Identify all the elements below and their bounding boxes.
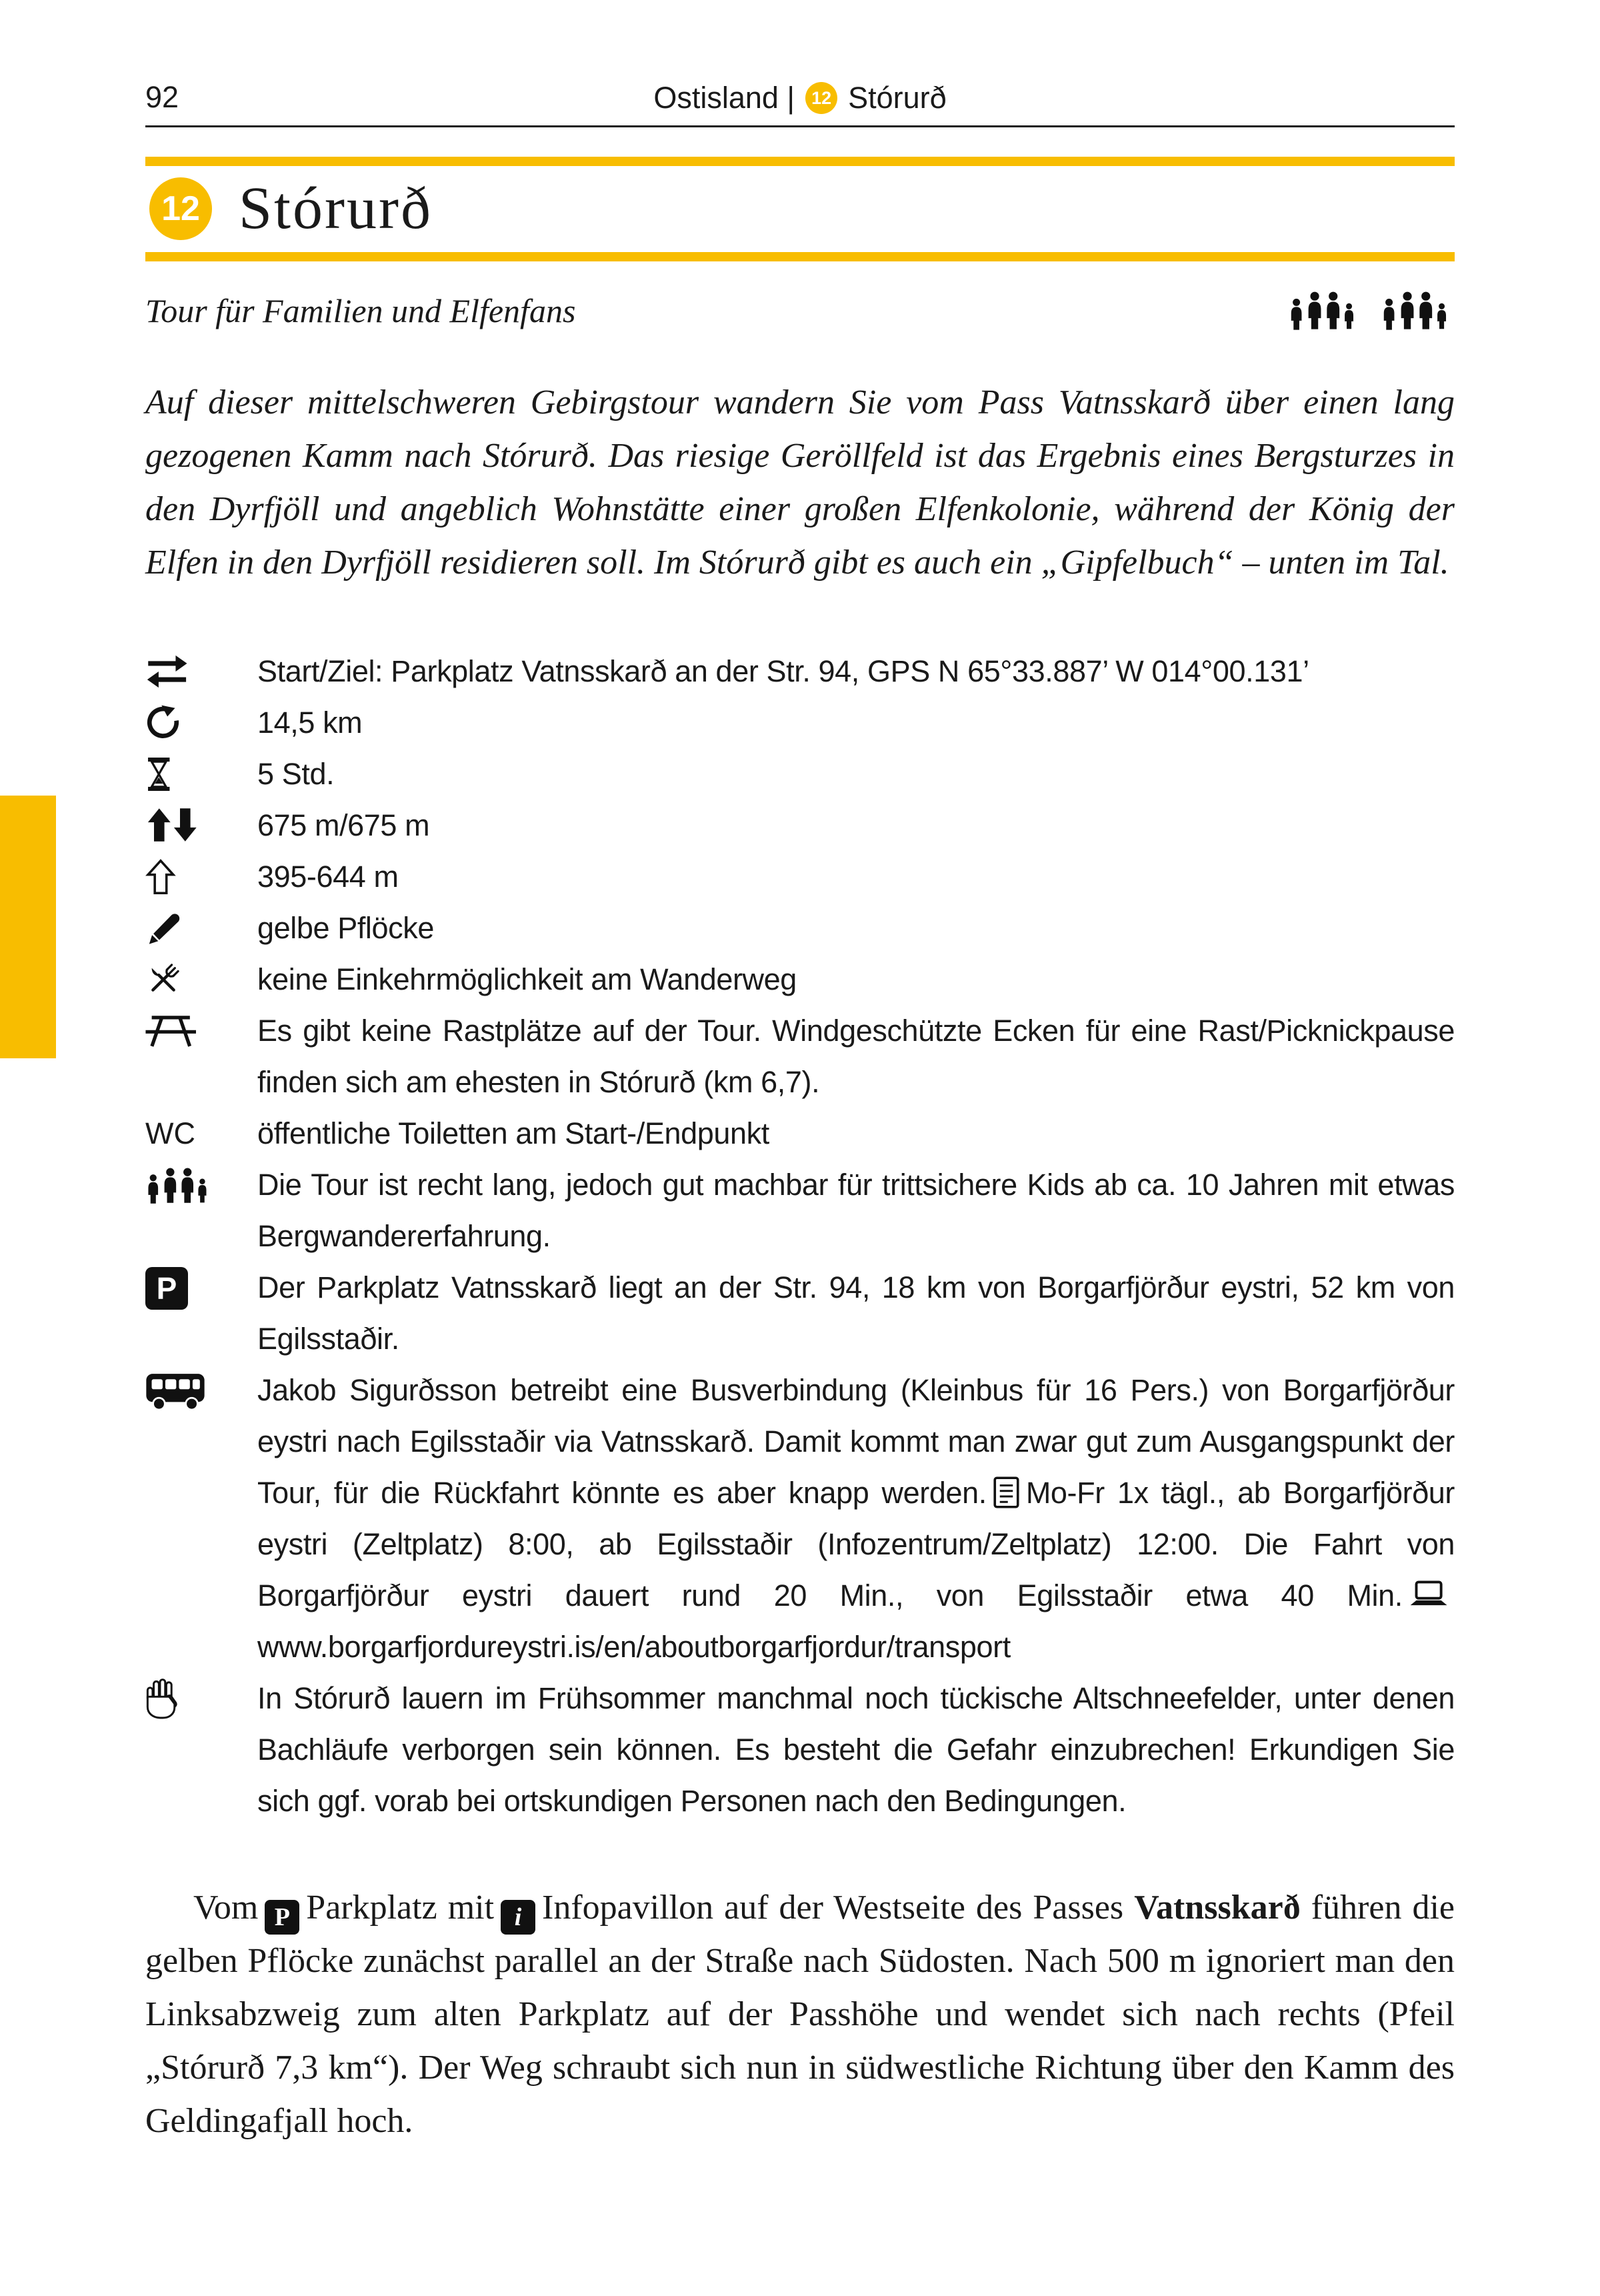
start-finish-icon: [145, 646, 257, 690]
title-bar-top: [145, 157, 1455, 166]
fact-row-bus: [145, 1364, 1455, 1672]
page: [145, 0, 1455, 2148]
fact-row-warning: [145, 1672, 1455, 1827]
subtitle-row: [145, 291, 1455, 331]
description-text: Parkplatz mit: [306, 1889, 495, 1927]
distance-icon: [145, 697, 257, 741]
running-head-region: Ostisland |: [653, 81, 795, 115]
wc-text: WC: [145, 1116, 195, 1150]
fact-list: [145, 646, 1455, 1827]
warning-hand-icon: [145, 1672, 257, 1719]
waymark-icon: [145, 902, 257, 946]
fact-row-duration: [145, 748, 1455, 800]
family-icon: [1381, 291, 1455, 331]
parking-inline-icon: [265, 1900, 299, 1935]
parking-letter: P: [156, 1271, 177, 1306]
fact-row-ascent: [145, 800, 1455, 851]
description-text: führen die gelben Pflöcke zunächst parallel an der Straße nach Südosten. Nach 500 m ignoriert man den Linksabzweig zum alten Parkplatz auf der Passhöhe und wendet sich nach rechts (Pfeil „Stórurð 7,3 km“). Der Weg schraubt sich nun in südwestliche Richtung über den Kamm des Geldingafjall hoch.: [145, 1889, 1455, 2140]
fact-text: [257, 1364, 1455, 1672]
fact-text: öffentliche Toiletten am Start-/Endpunkt: [257, 1116, 769, 1150]
fact-row-picnic: [145, 1005, 1455, 1108]
bus-url: www.borgarfjordureystri.is/en/aboutborgarfjordur/transport: [257, 1630, 1011, 1664]
route-number: 12: [161, 189, 200, 228]
family-rating-icons: [1288, 291, 1455, 331]
food-icon: [145, 954, 257, 998]
description-text: Infopavillon auf der Westseite des Passes: [542, 1889, 1124, 1927]
route-number-badge-large: [149, 177, 212, 240]
family-icon: [1288, 291, 1362, 331]
header-rule: [145, 125, 1455, 127]
picnic-icon: [145, 1005, 257, 1048]
route-subtitle: Tour für Familien und Elfenfans: [145, 292, 576, 329]
parking-icon: [145, 1262, 257, 1310]
bus-schedule-text: Mo-Fr 1x tägl., ab Borgarfjörður eystri (Zeltplatz) 8:00, ab Egilsstaðir (Infozentrum/Zeltplatz) 12:00. Die Fahrt von Borgarfjörður eystri dauert rund 20 Min., von Egilsstaðir etwa 40 Min.: [257, 1476, 1455, 1612]
ascent-descent-icon: [145, 800, 257, 842]
bus-info-text: Jakob Sigurðsson betreibt eine Busverbindung (Kleinbus für 16 Pers.) von Borgarfjörður eystri nach Egilsstaðir via Vatnsskarð. Damit kommt man zwar gut zum Ausgangspunkt der Tour, für die Rückfahrt könnte es aber knapp werden.: [257, 1373, 1455, 1510]
fact-text: Es gibt keine Rastplätze auf der Tour. Windgeschützte Ecken für eine Rast/Picknickpause finden sich am ehesten in Stórurð (km 6,7).: [257, 1014, 1455, 1099]
parking-letter: P: [274, 1903, 290, 1931]
fact-row-waymark: [145, 902, 1455, 954]
title-row: [145, 166, 1455, 252]
fact-text: Der Parkplatz Vatnsskarð liegt an der Str. 94, 18 km von Borgarfjörður eystri, 52 km von Egilsstaðir.: [257, 1270, 1455, 1356]
place-name-bold: Vatnsskarð: [1134, 1889, 1301, 1927]
fact-text: Start/Ziel: Parkplatz Vatnsskarð an der Str. 94, GPS N 65°33.887’ W 014°00.131’: [257, 654, 1309, 688]
duration-icon: [145, 748, 257, 792]
fact-row-parking: [145, 1262, 1455, 1364]
fact-row-family: [145, 1159, 1455, 1262]
elevation-icon: [145, 851, 257, 895]
route-number: 12: [811, 87, 832, 108]
fact-row-elevation: [145, 851, 1455, 902]
family-icon: [145, 1159, 257, 1204]
route-number-badge-small: [805, 82, 837, 114]
website-icon: [1409, 1580, 1448, 1608]
fact-row-food: [145, 954, 1455, 1005]
fact-text: gelbe Pflöcke: [257, 911, 434, 945]
fact-row-start-finish: [145, 646, 1455, 697]
running-header: [145, 79, 1455, 117]
route-description-paragraph: [145, 1881, 1455, 2148]
timetable-icon: [993, 1476, 1019, 1508]
chapter-edge-tab: [0, 796, 56, 1058]
fact-text: Die Tour ist recht lang, jedoch gut machbar für trittsichere Kids ab ca. 10 Jahren mit etwas Bergwandererfahrung.: [257, 1168, 1455, 1253]
title-bar-bottom: [145, 252, 1455, 261]
fact-text: 675 m/675 m: [257, 808, 430, 842]
fact-text: 5 Std.: [257, 757, 335, 791]
running-head-route: Stórurð: [848, 81, 947, 115]
fact-text: keine Einkehrmöglichkeit am Wanderweg: [257, 962, 797, 996]
fact-row-wc: [145, 1108, 1455, 1159]
intro-paragraph: Auf dieser mittelschweren Gebirgstour wandern Sie vom Pass Vatnsskarð über einen lang gezogenen Kamm nach Stórurð. Das riesige Geröllfeld ist das Ergebnis eines Bergsturzes in den Dyrfjöll und angeblich Wohnstätte einer großen Elfenkolonie, während der König der Elfen in den Dyrfjöll residieren soll. Im Stórurð gibt es auch ein „Gipfelbuch“ – unten im Tal.: [145, 383, 1455, 582]
info-letter: i: [514, 1903, 522, 1931]
route-title: Stórurð: [239, 175, 433, 241]
fact-row-distance: [145, 697, 1455, 748]
fact-text: 395-644 m: [257, 860, 399, 894]
bus-icon: [145, 1364, 257, 1411]
fact-text: 14,5 km: [257, 706, 363, 740]
page-number: 92: [145, 80, 179, 114]
description-text: Vom: [193, 1889, 259, 1927]
wc-label: [145, 1108, 257, 1159]
fact-text: In Stórurð lauern im Frühsommer manchmal noch tückische Altschneefelder, unter denen Bachläufe verborgen sein können. Es besteht die Gefahr einzubrechen! Erkundigen Sie sich ggf. vorab bei ortskundigen Personen nach den Bedingungen.: [257, 1681, 1455, 1818]
running-head: [145, 79, 1455, 117]
info-inline-icon: [501, 1900, 535, 1935]
